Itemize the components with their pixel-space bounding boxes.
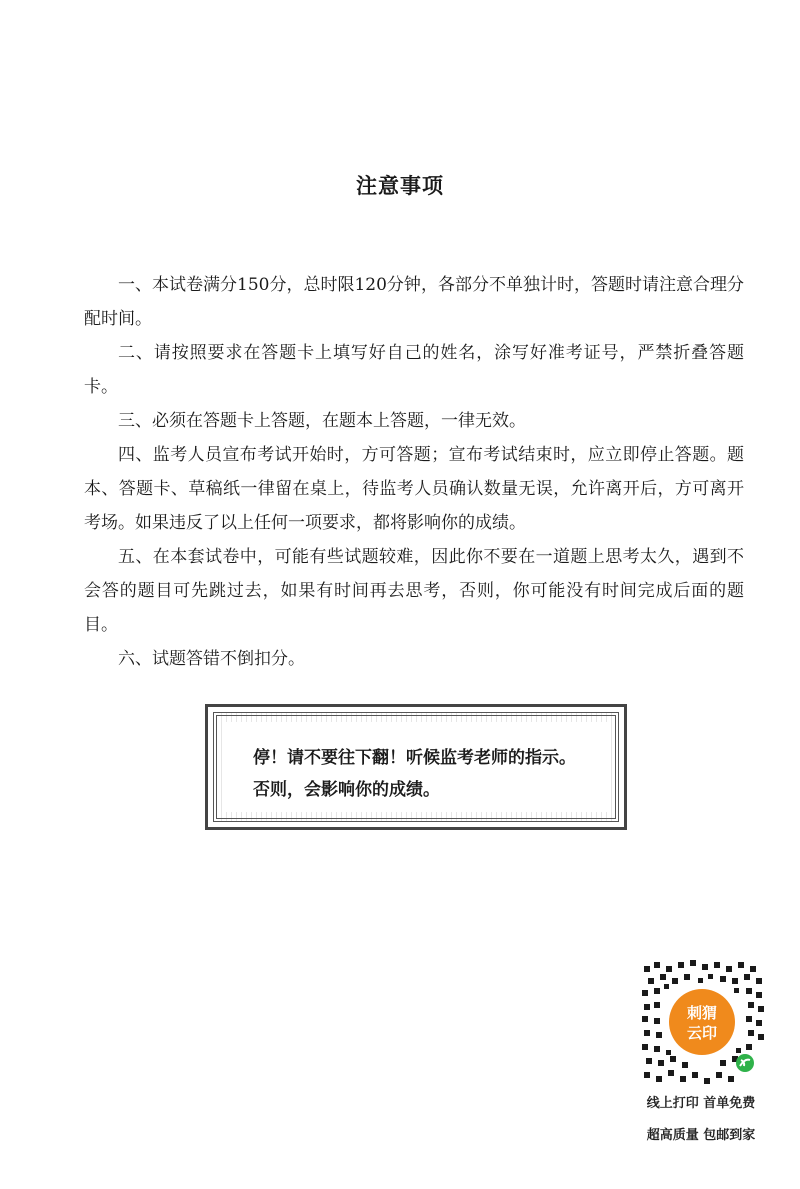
- qr-code-icon: [640, 960, 764, 1084]
- instruction-item: 三、必须在答题卡上答题，在题本上答题，一律无效。: [118, 411, 526, 431]
- qr-logo-line2: 云印: [686, 1024, 718, 1042]
- stop-notice-line2: 否则，会影响你的成绩。: [253, 780, 440, 800]
- stop-notice-box: [205, 704, 627, 830]
- instruction-item: 六、试题答错不倒扣分。: [118, 649, 305, 669]
- promo-caption-line2: 超高质量 包邮到家: [646, 1128, 756, 1143]
- qr-logo-line1: 刺猬: [686, 1004, 718, 1022]
- instruction-item: 四、监考人员宣布考试开始时，方可答题；宣布考试结束时，应立即停止答题。题本、答题卡、草稿纸一律留在桌上，待监考人员确认数量无误，允许离开后，方可离开考场。如果违反了以上任何一项要求，都将影响你的成绩。: [84, 445, 744, 533]
- instruction-item: 五、在本套试卷中，可能有些试题较难，因此你不要在一道题上思考太久，遇到不会答的题目可先跳过去，如果有时间再去思考，否则，你可能没有时间完成后面的题目。: [84, 547, 744, 635]
- instructions-list: [84, 268, 744, 676]
- stop-notice-border: [213, 712, 619, 822]
- instruction-item: 一、本试卷满分150分，总时限120分钟，各部分不单独计时，答题时请注意合理分配时间。: [84, 275, 744, 329]
- stop-notice-line1: 停！请不要往下翻！听候监考老师的指示。: [253, 748, 576, 768]
- instruction-item: 二、请按照要求在答题卡上填写好自己的姓名，涂写好准考证号，严禁折叠答题卡。: [84, 343, 744, 397]
- stop-notice-text: [223, 722, 609, 812]
- qr-code[interactable]: [640, 960, 764, 1084]
- page-title: 注意事项: [356, 174, 444, 198]
- promo-caption-line1: 线上打印 首单免费: [646, 1096, 756, 1111]
